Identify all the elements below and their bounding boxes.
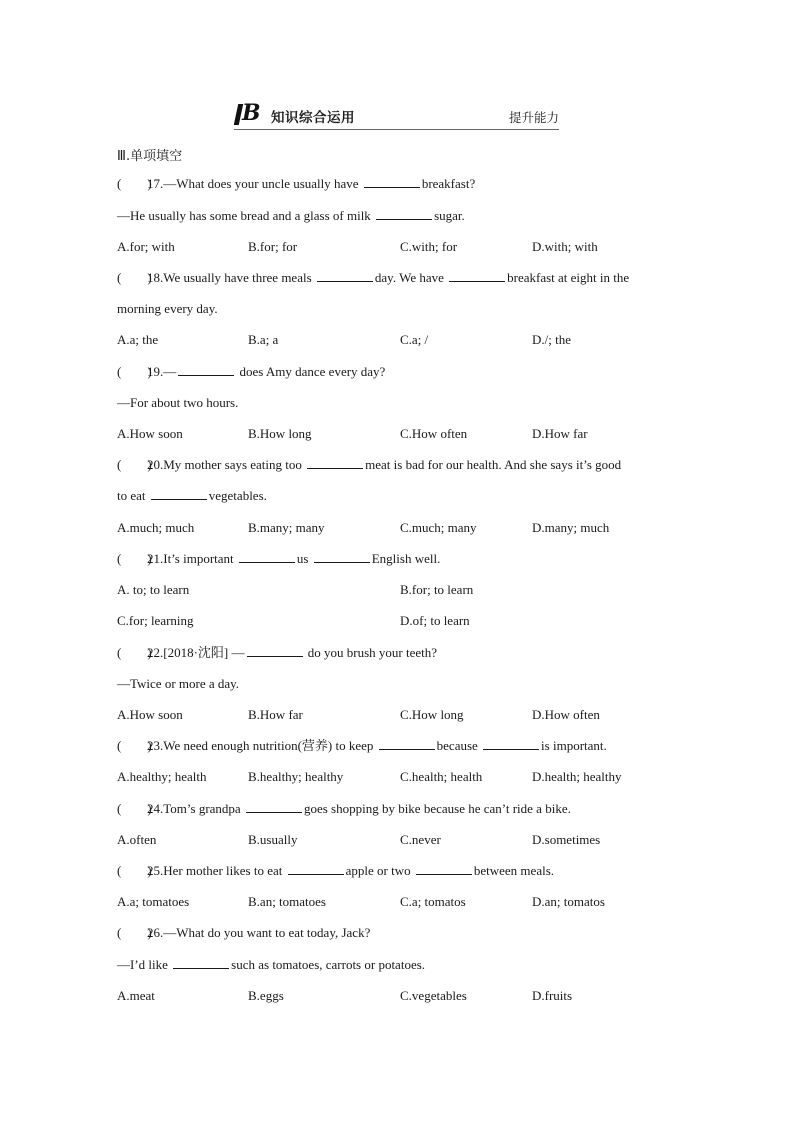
question-text: day. We have bbox=[374, 270, 448, 285]
option-a: A.a; tomatoes bbox=[117, 894, 190, 909]
question-20 bbox=[117, 457, 621, 473]
option-d: D.health; healthy bbox=[532, 769, 622, 784]
question-text: 19.— bbox=[147, 364, 177, 379]
answer-paren: ( ) bbox=[117, 176, 152, 191]
question-text: meat is bad for our health. And she says it’s good bbox=[365, 457, 622, 472]
question-17 bbox=[117, 176, 475, 192]
question-text: does Amy dance every day? bbox=[236, 364, 386, 379]
question-17-line-2 bbox=[117, 208, 465, 224]
answer-blank bbox=[288, 863, 344, 875]
header-title: 知识综合运用 bbox=[271, 110, 355, 126]
option-a: A. to; to learn bbox=[117, 582, 190, 597]
question-26 bbox=[117, 925, 370, 941]
option-a: A.How soon bbox=[117, 707, 183, 722]
answer-blank bbox=[151, 488, 207, 500]
option-b: B.eggs bbox=[248, 988, 284, 1003]
option-b: B.healthy; healthy bbox=[248, 769, 344, 784]
option-d: D.How often bbox=[532, 707, 600, 722]
question-25 bbox=[117, 863, 554, 879]
question-18-line-2: morning every day. bbox=[117, 301, 218, 316]
question-22 bbox=[117, 645, 437, 661]
option-a: A.a; the bbox=[117, 332, 159, 347]
option-b: B.How long bbox=[248, 426, 312, 441]
question-text: sugar. bbox=[434, 208, 465, 223]
option-a: A.healthy; health bbox=[117, 769, 207, 784]
answer-paren: ( ) bbox=[117, 738, 152, 753]
option-d: D.an; tomatos bbox=[532, 894, 605, 909]
answer-blank bbox=[379, 738, 435, 750]
option-a: A.for; with bbox=[117, 239, 175, 254]
answer-blank bbox=[246, 801, 302, 813]
option-d: D.many; much bbox=[532, 520, 610, 535]
question-text: 20.My mother says eating too bbox=[147, 457, 306, 472]
question-text: 23.We need enough nutrition(营养) to keep bbox=[147, 738, 377, 753]
option-b: B.many; many bbox=[248, 520, 325, 535]
answer-blank bbox=[173, 957, 229, 969]
question-text: 21.It’s important bbox=[147, 551, 237, 566]
option-c: C.How long bbox=[400, 707, 464, 722]
option-b: B.usually bbox=[248, 832, 298, 847]
question-text: vegetables. bbox=[208, 488, 267, 503]
question-text: 18.We usually have three meals bbox=[147, 270, 315, 285]
option-c: C.a; tomatos bbox=[400, 894, 466, 909]
question-text: 26.—What do you want to eat today, Jack? bbox=[147, 925, 371, 940]
question-22-line-2: —Twice or more a day. bbox=[117, 676, 240, 691]
question-text: 17.—What does your uncle usually have bbox=[147, 176, 362, 191]
question-18 bbox=[117, 270, 629, 286]
answer-blank bbox=[449, 270, 505, 282]
option-a: A.How soon bbox=[117, 426, 183, 441]
option-b: B.an; tomatoes bbox=[248, 894, 326, 909]
question-text: between meals. bbox=[473, 863, 555, 878]
answer-blank bbox=[376, 208, 432, 220]
option-d: D.with; with bbox=[532, 239, 598, 254]
question-text: us bbox=[296, 551, 312, 566]
section-header bbox=[234, 100, 559, 130]
question-text: —I’d like bbox=[117, 957, 172, 972]
answer-paren: ( ) bbox=[117, 457, 152, 472]
answer-blank bbox=[317, 270, 373, 282]
answer-blank bbox=[314, 551, 370, 563]
badge-letter: B bbox=[242, 100, 261, 126]
question-text: breakfast? bbox=[421, 176, 476, 191]
option-c: C.never bbox=[400, 832, 441, 847]
question-text: apple or two bbox=[345, 863, 414, 878]
answer-paren: ( ) bbox=[117, 270, 152, 285]
option-b: B.for; to learn bbox=[400, 582, 474, 597]
answer-blank bbox=[178, 364, 234, 376]
question-text: such as tomatoes, carrots or potatoes. bbox=[231, 957, 426, 972]
question-text: do you brush your teeth? bbox=[304, 645, 438, 660]
answer-paren: ( ) bbox=[117, 925, 152, 940]
answer-blank bbox=[364, 176, 420, 188]
question-text: 22.[2018·沈阳] — bbox=[147, 645, 245, 660]
option-a: A.often bbox=[117, 832, 157, 847]
answer-paren: ( ) bbox=[117, 863, 152, 878]
question-20-line-2 bbox=[117, 488, 267, 504]
section-b-badge bbox=[236, 100, 261, 126]
option-c: C.How often bbox=[400, 426, 468, 441]
question-text: because bbox=[436, 738, 482, 753]
question-23 bbox=[117, 738, 607, 754]
option-c: C.with; for bbox=[400, 239, 458, 254]
question-text: —He usually has some bread and a glass of milk bbox=[117, 208, 375, 223]
option-c: C.much; many bbox=[400, 520, 477, 535]
answer-paren: ( ) bbox=[117, 645, 152, 660]
option-c: C.health; health bbox=[400, 769, 483, 784]
answer-blank bbox=[239, 551, 295, 563]
option-c: C.for; learning bbox=[117, 613, 194, 628]
answer-paren: ( ) bbox=[117, 551, 152, 566]
question-text: goes shopping by bike because he can’t ride a bike. bbox=[303, 801, 571, 816]
option-d: D.How far bbox=[532, 426, 588, 441]
question-24 bbox=[117, 801, 571, 817]
option-d: D.fruits bbox=[532, 988, 573, 1003]
question-text: breakfast at eight in the bbox=[507, 270, 630, 285]
question-text: 24.Tom’s grandpa bbox=[147, 801, 244, 816]
header-right-label: 提升能力 bbox=[508, 110, 559, 125]
option-b: B.How far bbox=[248, 707, 303, 722]
question-text: English well. bbox=[371, 551, 441, 566]
question-text: is important. bbox=[541, 738, 607, 753]
answer-paren: ( ) bbox=[117, 801, 152, 816]
answer-blank bbox=[247, 645, 303, 657]
option-d: D./; the bbox=[532, 332, 571, 347]
answer-blank bbox=[307, 457, 363, 469]
question-19 bbox=[117, 364, 385, 380]
question-text: 25.Her mother likes to eat bbox=[147, 863, 286, 878]
question-21 bbox=[117, 551, 440, 567]
option-b: B.for; for bbox=[248, 239, 298, 254]
option-c: C.vegetables bbox=[400, 988, 467, 1003]
option-d: D.of; to learn bbox=[400, 613, 470, 628]
question-26-line-2 bbox=[117, 957, 425, 973]
question-19-line-2: —For about two hours. bbox=[117, 395, 239, 410]
option-a: A.much; much bbox=[117, 520, 195, 535]
section-title: Ⅲ.单项填空 bbox=[117, 149, 183, 164]
question-text: to eat bbox=[117, 488, 149, 503]
option-a: A.meat bbox=[117, 988, 155, 1003]
answer-paren: ( ) bbox=[117, 364, 152, 379]
option-c: C.a; / bbox=[400, 332, 429, 347]
answer-blank bbox=[483, 738, 539, 750]
option-d: D.sometimes bbox=[532, 832, 601, 847]
answer-blank bbox=[416, 863, 472, 875]
option-b: B.a; a bbox=[248, 332, 279, 347]
